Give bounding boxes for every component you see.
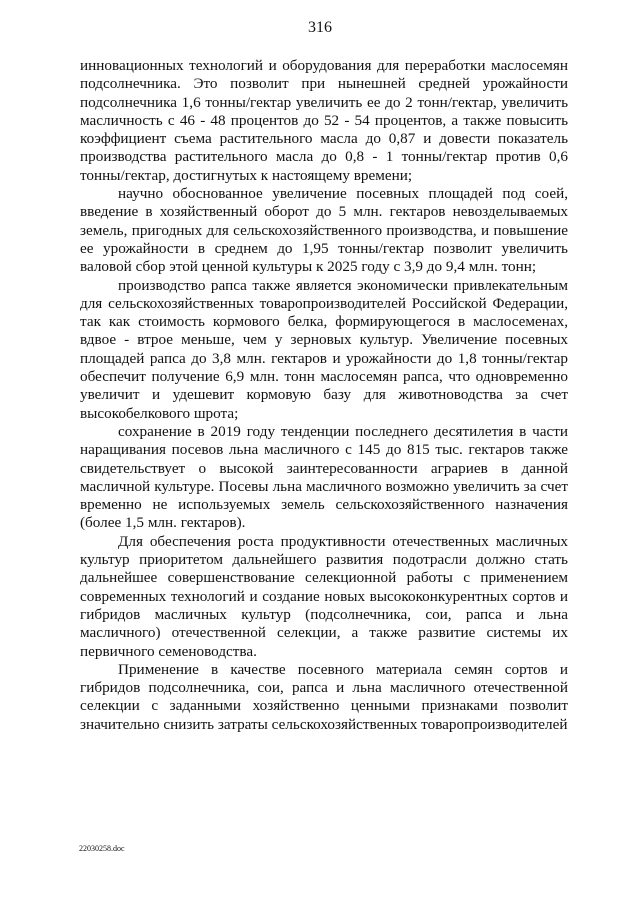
page-number: 316: [308, 19, 332, 36]
paragraph-soybean: научно обоснованное увеличение посевных площадей под соей, введение в хозяйственный оборот до 5 млн. гектаров невозделываемых земель, пригодных для сельскохозяйственного производства, и повышение ее урожайности в среднем до 1,95 тонны/гектар позволит увеличить валовой сбор этой ценной культуры к 2025 году с 3,9 до 9,4 млн. тонн;: [80, 185, 568, 276]
paragraph-sunflower-continuation: инновационных технологий и оборудования для переработки маслосемян подсолнечника. Это позволит при нынешней средней урожайности подсолнечника 1,6 тонны/гектар увеличить ее до 2 тонн/гектар, увеличить масличность с 46 - 48 процентов до 52 - 54 процентов, а также повысить коэффициент съема растительного масла до 0,87 и довести показатель производства растительного масла до 0,8 - 1 тонны/гектар против 0,6 тонны/гектар, достигнутых к настоящему времени;: [80, 57, 568, 184]
paragraph-flax: сохранение в 2019 году тенденции последнего десятилетия в части наращивания посевов льна масличного с 145 до 815 тыс. гектаров также свидетельствует о высокой заинтересованности аграриев в данной масличной культуре. Посевы льна масличного возможно увеличить за счет временно не используемых земель сельскохозяйственного назначения (более 1,5 млн. гектаров).: [80, 422, 568, 532]
paragraph-productivity: Для обеспечения роста продуктивности отечественных масличных культур приоритетом дальнейшего развития подотрасли должно стать дальнейшее совершенствование селекционной работы с применением современных технологий и создание новых высококонкурентных сортов и гибридов масличных культур (подсолнечника, сои, рапса и льна масличного) отечественной селекции, а также развитие системы их первичного семеноводства.: [80, 532, 568, 660]
paragraph-rapeseed: производство рапса также является экономически привлекательным для сельскохозяйственных товаропроизводителей Российской Федерации, так как стоимость кормового белка, формирующегося в маслосеменах, вдвое - втрое меньше, чем у зерновых культур. Увеличение посевных площадей рапса до 3,8 млн. гектаров и урожайности до 1,8 тонны/гектар обеспечит получение 6,9 млн. тонн маслосемян рапса, что одновременно увеличит и удешевит кормовую базу для животноводства за счет высокобелкового шрота;: [80, 276, 568, 422]
paragraph-seed-application: Применение в качестве посевного материала семян сортов и гибридов подсолнечника, сои, рапса и льна масличного отечественной селекции с заданными хозяйственно ценными признаками позволит значительно снизить затраты сельскохозяйственных товаропроизводителей: [80, 660, 568, 733]
document-file-code: 22030258.doc: [79, 844, 125, 853]
document-body: [80, 57, 568, 734]
